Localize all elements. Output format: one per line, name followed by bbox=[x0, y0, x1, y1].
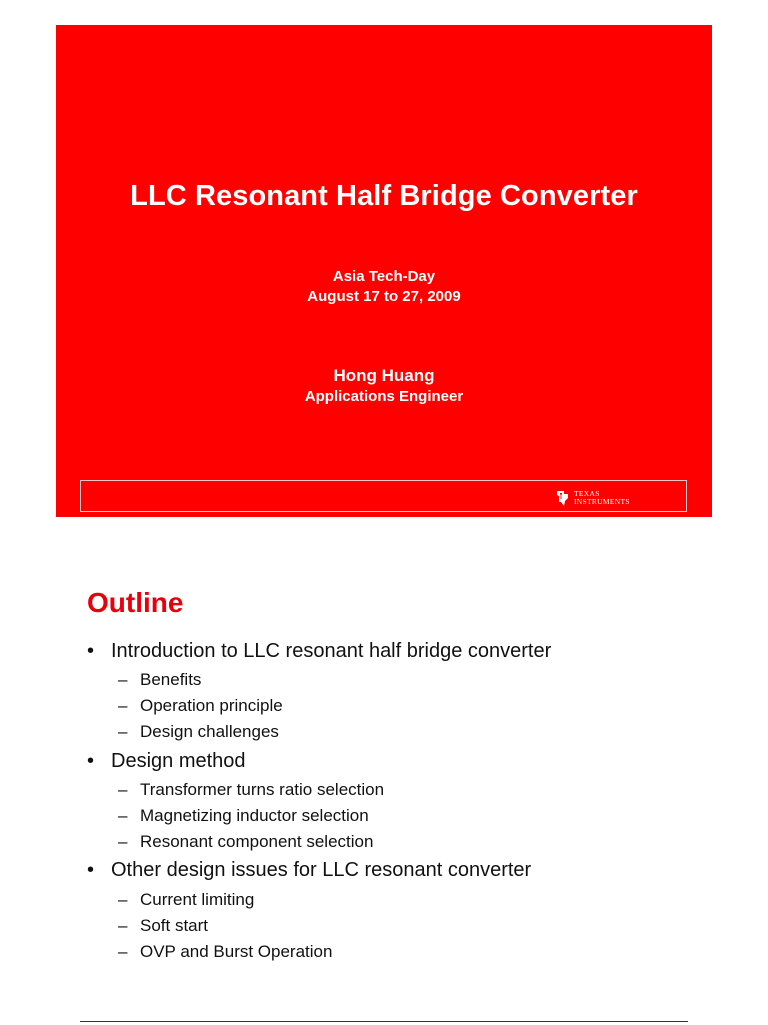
subitem-label: Resonant component selection bbox=[140, 832, 374, 851]
outline-subitem: – Resonant component selection bbox=[118, 832, 374, 851]
outline-section: • Other design issues for LLC resonant converter bbox=[87, 859, 532, 881]
subitem-label: OVP and Burst Operation bbox=[140, 942, 333, 961]
subitem-label: Operation principle bbox=[140, 696, 283, 715]
outline-section: • Introduction to LLC resonant half bridge converter bbox=[87, 640, 552, 662]
outline-subitem: – Benefits bbox=[118, 670, 202, 689]
outline-subitem: – Transformer turns ratio selection bbox=[118, 780, 385, 799]
presenter-name: Hong Huang bbox=[333, 366, 435, 385]
outline-section: • Design method bbox=[87, 750, 246, 772]
outline-subitem: – Current limiting bbox=[118, 890, 255, 909]
page-divider bbox=[80, 1021, 688, 1025]
slide-title: LLC Resonant Half Bridge Converter bbox=[130, 180, 638, 212]
ti-logo-icon bbox=[555, 489, 571, 507]
subitem-label: Magnetizing inductor selection bbox=[140, 806, 369, 825]
section-label: Design method bbox=[111, 750, 246, 772]
outline-title: Outline bbox=[87, 587, 184, 618]
outline-subitem: – OVP and Burst Operation bbox=[118, 942, 333, 961]
outline-subitem: – Operation principle bbox=[118, 696, 283, 715]
subitem-label: Design challenges bbox=[140, 722, 279, 741]
subitem-label: Soft start bbox=[140, 916, 209, 935]
ti-logo bbox=[555, 489, 630, 507]
section-label: Introduction to LLC resonant half bridge converter bbox=[111, 640, 552, 662]
slide-footer bbox=[80, 480, 687, 512]
event-name: Asia Tech-Day bbox=[332, 268, 436, 285]
presenter-role: Applications Engineer bbox=[304, 388, 464, 405]
outline-subitem: – Magnetizing inductor selection bbox=[118, 806, 369, 825]
subitem-label: Benefits bbox=[140, 670, 202, 689]
event-dates: August 17 to 27, 2009 bbox=[307, 288, 461, 305]
outline-subitem: – Design challenges bbox=[118, 722, 279, 741]
ti-logo-text bbox=[574, 490, 630, 506]
event-info bbox=[56, 267, 712, 307]
title-slide bbox=[56, 25, 712, 517]
section-label: Other design issues for LLC resonant converter bbox=[111, 859, 532, 881]
logo-line-2: INSTRUMENTS bbox=[574, 497, 630, 506]
logo-line-1: TEXAS bbox=[574, 489, 600, 498]
outline-subitem: – Soft start bbox=[118, 916, 209, 935]
subitem-label: Current limiting bbox=[140, 890, 255, 909]
subitem-label: Transformer turns ratio selection bbox=[140, 780, 385, 799]
